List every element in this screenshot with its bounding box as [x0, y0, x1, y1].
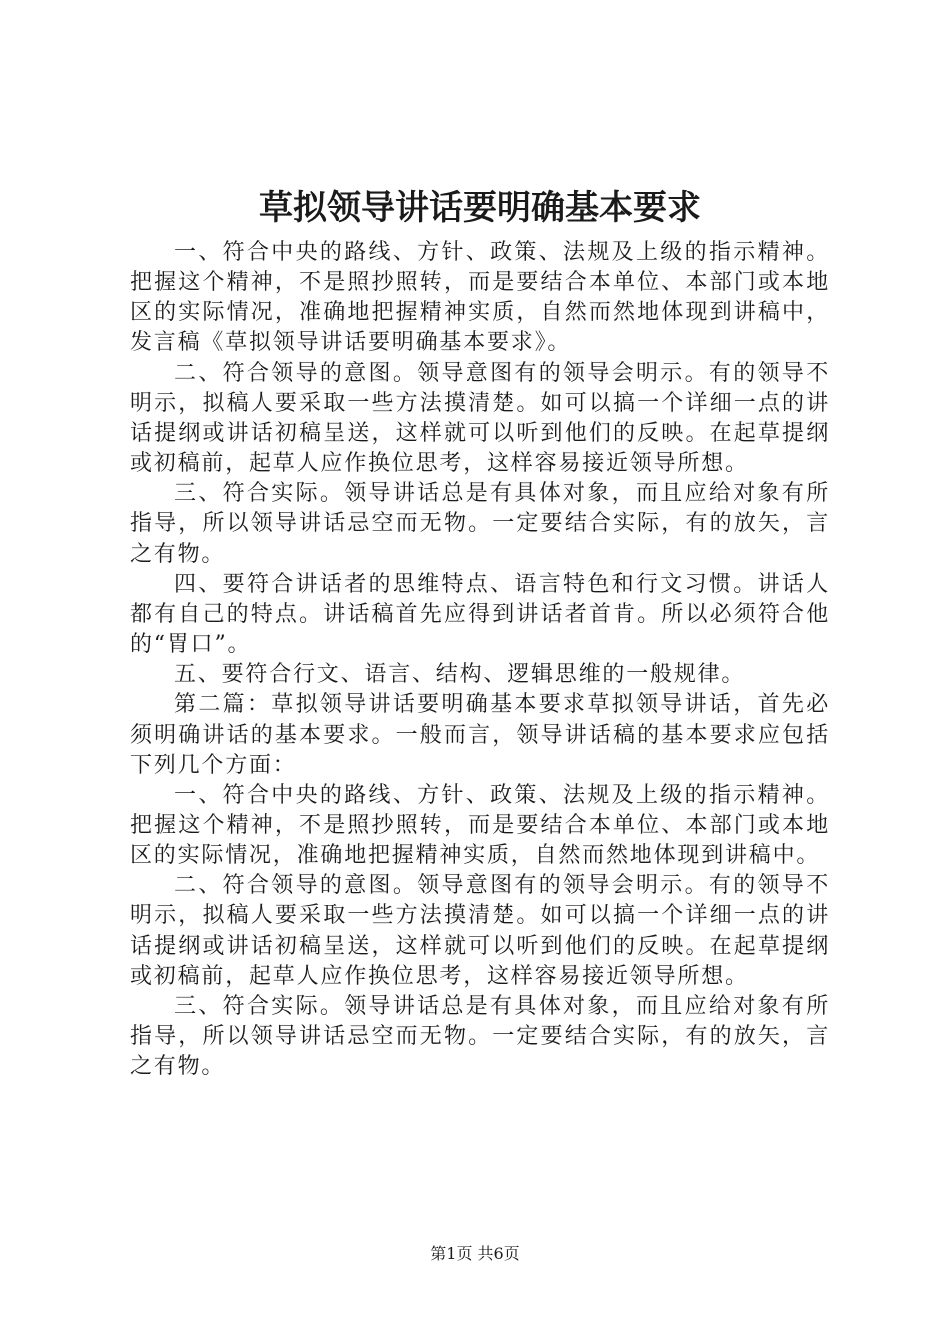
paragraph: 第二篇：草拟领导讲话要明确基本要求草拟领导讲话，首先必须明确讲话的基本要求。一般而言，领导讲话稿的基本要求应包括下列几个方面：: [130, 692, 830, 778]
document-title: 草拟领导讲话要明确基本要求: [259, 188, 701, 228]
paragraph: 五、要符合行文、语言、结构、逻辑思维的一般规律。: [174, 662, 746, 688]
document-body: [130, 238, 830, 1082]
paragraph: 二、符合领导的意图。领导意图有的领导会明示。有的领导不明示，拟稿人要采取一些方法摸清楚。如可以搞一个详细一点的讲话提纲或讲话初稿呈送，这样就可以听到他们的反映。在起草提纲或初稿前，起草人应作换位思考，这样容易接近领导所想。: [130, 873, 830, 989]
paragraph: 二、符合领导的意图。领导意图有的领导会明示。有的领导不明示，拟稿人要采取一些方法摸清楚。如可以搞一个详细一点的讲话提纲或讲话初稿呈送，这样就可以听到他们的反映。在起草提纲或初稿前，起草人应作换位思考，这样容易接近领导所想。: [130, 360, 830, 477]
paragraph: 一、符合中央的路线、方针、政策、法规及上级的指示精神。把握这个精神，不是照抄照转，而是要结合本单位、本部门或本地区的实际情况，准确地把握精神实质，自然而然地体现到讲稿中，发言稿《草拟领导讲话要明确基本要求》。: [130, 240, 830, 356]
page-number-footer: 第1页 共6页: [430, 1244, 520, 1263]
paragraph: 三、符合实际。领导讲话总是有具体对象，而且应给对象有所指导，所以领导讲话忌空而无物。一定要结合实际，有的放矢，言之有物。: [130, 993, 830, 1080]
paragraph: 一、符合中央的路线、方针、政策、法规及上级的指示精神。把握这个精神，不是照抄照转，而是要结合本单位、本部门或本地区的实际情况，准确地把握精神实质，自然而然地体现到讲稿中。: [130, 782, 830, 869]
paragraph: 三、符合实际。领导讲话总是有具体对象，而且应给对象有所指导，所以领导讲话忌空而无物。一定要结合实际，有的放矢，言之有物。: [130, 481, 830, 567]
paragraph: 四、要符合讲话者的思维特点、语言特色和行文习惯。讲话人都有自己的特点。讲话稿首先应得到讲话者首肯。所以必须符合他的“胃口”。: [130, 571, 830, 658]
